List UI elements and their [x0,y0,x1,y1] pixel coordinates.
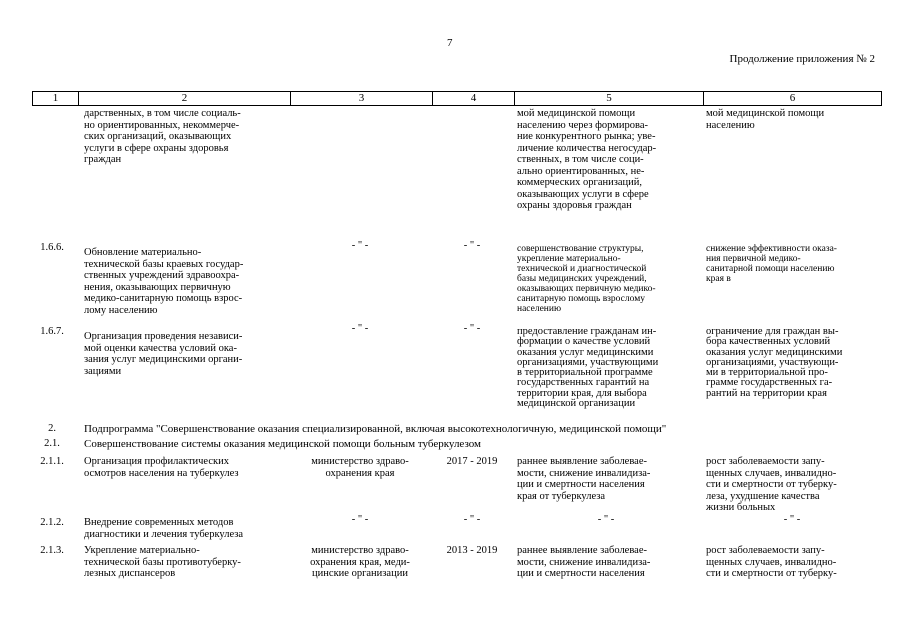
row-1-6-7-name: Организация проведения независи- мой оценки качества условий ока- зания услуг медицинскими органи- зациями [84,331,243,377]
row-2-1-3-period: 2013 - 2019 [446,545,498,556]
row-1-6-6-result: совершенствование структуры, укрепление материально- технической и диагностической базы медицинских учреждений, оказывающих первичную медико- санитарную помощь взрослому населению [517,244,656,314]
row-continuation-result: мой медицинской помощи населению через формирова- ние конкурентного рынка; уве- личение количества негосудар- ственных, в том числе соци- ально ориентированных, не- коммерческих организаций, оказывающих услуги в сфере охраны здоровья граждан [517,108,657,211]
row-2-subprogram-title: Подпрограмма "Совершенствование оказания специализированной, включая высокотехнологичную, медицинской помощи" [84,423,667,435]
row-2-1-title: Совершенствование системы оказания медицинской помощи больным туберкулезом [84,438,481,450]
row-2-1-2-period: - " - [463,514,481,525]
row-2-1-2-name: Внедрение современных методов диагностики и лечения туберкулеза [84,517,244,540]
row-1-6-6-executor: - " - [351,240,369,251]
row-2-1-3-executor: министерство здраво- охранения края, меди- цинские организации [310,545,410,579]
row-2-1-3-number: 2.1.3. [40,545,64,556]
column-header-1: 1 [33,92,79,106]
row-1-6-7-period: - " - [463,323,481,334]
row-2-1-1-consequences: рост заболеваемости запу- щенных случаев, инвалидно- сти и смертности от туберку- леза, ухудшение качества жизни больных [706,456,837,513]
row-2-1-2-executor: - " - [351,514,369,525]
row-2-1-2-number: 2.1.2. [40,517,64,528]
row-1-6-7-result: предоставление гражданам ин- формации о качестве условий оказания услуг медицинскими организациями, участвующими в территориальной программе государственных гарантий на территории края, для выбора медицинской организации [517,326,659,410]
column-header-5: 5 [515,92,704,106]
row-2-1-2-result: - " - [597,514,615,525]
column-header-4: 4 [433,92,515,106]
page-number: 7 [447,37,453,49]
column-header-2: 2 [79,92,291,106]
row-2-1-3-consequences: рост заболеваемости запу- щенных случаев, инвалидно- сти и смертности от туберку- [706,545,837,579]
row-continuation-consequences: мой медицинской помощи населению [706,108,825,131]
appendix-label: Продолжение приложения № 2 [729,53,875,65]
row-1-6-7-executor: - " - [351,323,369,334]
row-1-6-6-period: - " - [463,240,481,251]
column-header-6: 6 [704,92,882,106]
row-1-6-6-consequences: снижение эффективности оказа- ния первичной медико- санитарной помощи населению края в [706,244,837,284]
row-2-1-1-name: Организация профилактических осмотров населения на туберкулез [84,456,239,479]
row-2-1-3-name: Укрепление материально- технической базы противотуберку- лезных диспансеров [84,545,241,579]
row-1-6-7-number: 1.6.7. [40,326,64,337]
row-2-1-1-number: 2.1.1. [40,456,64,467]
row-1-6-6-name: Обновление материально- технической базы краевых государ- ственных учреждений здравоохра- нения, оказывающих первичную медико-санитарную помощь взрос- лому населению [84,247,244,316]
row-2-1-1-result: раннее выявление заболевае- мости, снижение инвалидиза- ции и смертности населения края от туберкулеза [517,456,651,502]
row-2-1-1-period: 2017 - 2019 [446,456,498,467]
row-2-1-1-executor: министерство здраво- охранения края [311,456,409,479]
row-1-6-6-number: 1.6.6. [40,242,64,253]
row-2-1-number: 2.1. [44,438,60,449]
row-2-1-2-consequences: - " - [783,514,801,525]
row-2-1-3-result: раннее выявление заболевае- мости, снижение инвалидиза- ции и смертности населения [517,545,651,579]
row-1-6-7-consequences: ограничение для граждан вы- бора качественных условий оказания услуг медицинскими организациями, участвующи- ми в территориальной про- грамме государственных га- рантий на территории края [706,326,843,399]
row-continuation-name: дарственных, в том числе социаль- но ориентированных, некоммерче- ских организаций, оказывающих услуги в сфере охраны здоровья граждан [84,108,241,165]
column-header-table [32,91,882,106]
column-header-3: 3 [291,92,433,106]
row-2-number: 2. [48,423,56,434]
